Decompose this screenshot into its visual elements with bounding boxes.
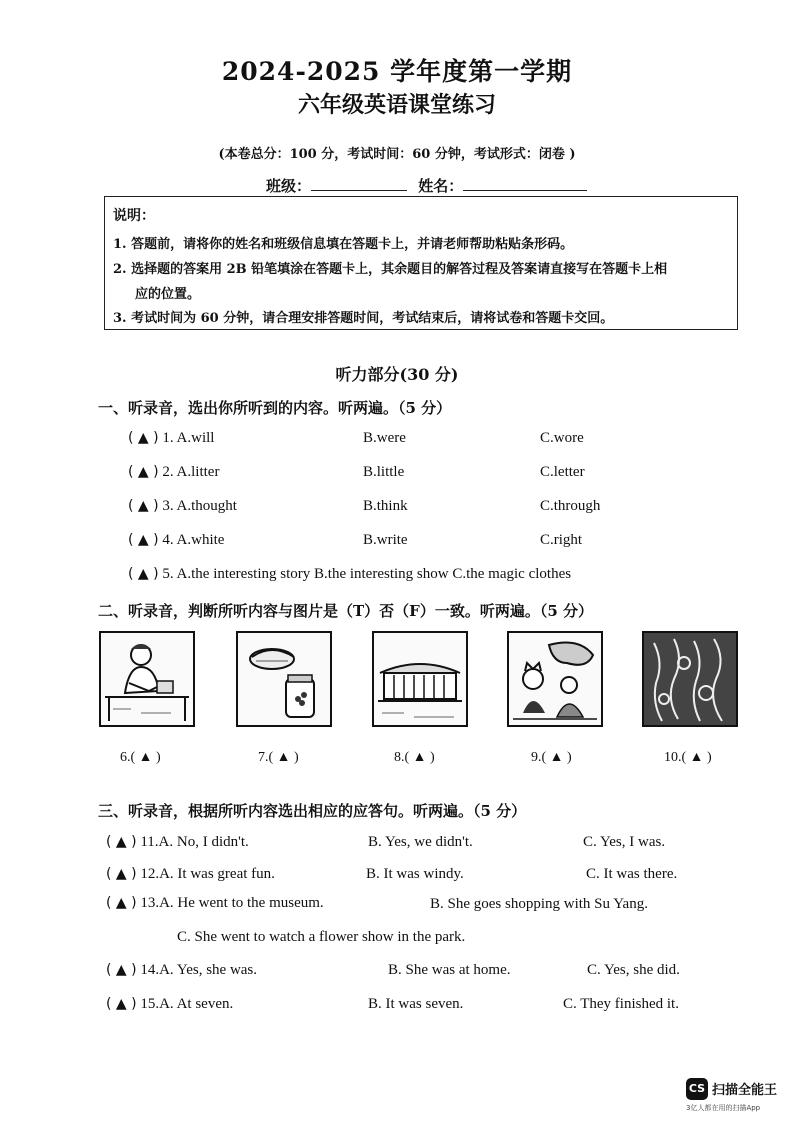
answer-blank-10[interactable]: 10.( ▲ ) <box>664 750 712 765</box>
answer-blank-6[interactable]: 6.( ▲ ) <box>120 750 161 765</box>
watermark-name: 扫描全能王 <box>712 1083 778 1098</box>
option-a: A.the interesting story <box>176 566 311 582</box>
question-row <box>128 498 237 515</box>
option-c: C.letter <box>540 464 585 480</box>
question-row <box>128 532 224 549</box>
class-field[interactable] <box>311 176 407 191</box>
answer-blank[interactable]: ( ▲ ) <box>106 996 137 1012</box>
watermark-tagline: 3亿人都在用的扫描App <box>686 1104 761 1112</box>
question-number: 13. <box>140 895 160 911</box>
question-number: 15. <box>140 996 160 1012</box>
option-b: B.were <box>363 430 406 446</box>
option-b: B. She goes shopping with Su Yang. <box>430 896 648 912</box>
picture-carved-wall <box>642 631 738 727</box>
section1-title: 一、听录音，选出你所听到的内容。听两遍。（5 分） <box>98 399 452 417</box>
option-c: C. It was there. <box>586 866 678 882</box>
option-a: A.will <box>176 430 215 446</box>
option-b: B.write <box>363 532 408 548</box>
question-number: 12. <box>140 866 160 882</box>
answer-blank[interactable]: ( ▲ ) <box>128 464 159 480</box>
option-c: C. Yes, I was. <box>583 834 666 850</box>
question-row <box>106 866 275 883</box>
question-number: 4. <box>162 532 174 548</box>
option-a: A.litter <box>176 464 220 480</box>
answer-blank-8[interactable]: 8.( ▲ ) <box>394 750 435 765</box>
question-row <box>106 834 249 851</box>
exam-subtitle: 六年级英语课堂练习 <box>297 92 496 118</box>
section3-title: 三、听录音，根据所听内容选出相应的应答句。听两遍。（5 分） <box>98 802 527 820</box>
class-label: 班级： <box>266 177 312 195</box>
option-c: C.through <box>540 498 601 514</box>
instruction-item: 3. 考试时间为 60 分钟，请合理安排答题时间，考试结束后，请将试卷和答题卡交回。 <box>113 311 614 326</box>
option-a: A. He went to the museum. <box>159 895 324 911</box>
picture-boy-at-desk <box>99 631 195 727</box>
option-b: B.think <box>363 498 408 514</box>
option-a: A. Yes, she was. <box>159 962 258 978</box>
instructions-box <box>104 196 738 330</box>
question-number: 2. <box>162 464 174 480</box>
student-info-row <box>266 175 587 196</box>
question-number: 3. <box>162 498 174 514</box>
option-c: C. She went to watch a flower show in the park. <box>177 929 466 945</box>
answer-blank-9[interactable]: 9.( ▲ ) <box>531 750 572 765</box>
instructions-heading: 说明： <box>113 208 155 224</box>
answer-blank[interactable]: ( ▲ ) <box>128 566 159 582</box>
option-b: B.little <box>363 464 405 480</box>
question-row <box>128 430 214 447</box>
answer-blank[interactable]: ( ▲ ) <box>106 834 137 850</box>
question-row <box>128 566 571 583</box>
question-number: 11. <box>140 834 159 850</box>
option-b: B. It was windy. <box>366 866 464 882</box>
exam-title: 2024-2025 学年度第一学期 <box>221 57 573 86</box>
question-row <box>106 962 257 979</box>
option-c: C.wore <box>540 430 584 446</box>
exam-info: (本卷总分：100 分，考试时间：60 分钟，考试形式：闭卷 ) <box>218 147 576 162</box>
answer-blank[interactable]: ( ▲ ) <box>106 895 137 911</box>
question-number: 5. <box>162 566 174 582</box>
name-label: 姓名： <box>418 177 464 195</box>
question-number: 1. <box>162 430 174 446</box>
option-a: A. No, I didn't. <box>158 834 249 850</box>
section2-title: 二、听录音，判断所听内容与图片是（T）否（F）一致。听两遍。（5 分） <box>98 602 593 620</box>
question-number: 14. <box>140 962 160 978</box>
option-b: B. She was at home. <box>388 962 511 978</box>
option-a: A.thought <box>176 498 237 514</box>
option-c: C.the magic clothes <box>452 566 572 582</box>
option-b: B. Yes, we didn't. <box>368 834 473 850</box>
listening-part-title: 听力部分(30 分) <box>335 365 459 384</box>
option-a: A.white <box>176 532 225 548</box>
option-a: A. It was great fun. <box>159 866 275 882</box>
answer-blank[interactable]: ( ▲ ) <box>128 430 159 446</box>
option-b: B. It was seven. <box>368 996 464 1012</box>
option-a: A. At seven. <box>159 996 234 1012</box>
answer-blank[interactable]: ( ▲ ) <box>128 532 159 548</box>
picture-building <box>372 631 468 727</box>
option-c: C. Yes, she did. <box>587 962 680 978</box>
answer-blank[interactable]: ( ▲ ) <box>106 866 137 882</box>
question-row <box>106 895 324 912</box>
picture-cat-and-child <box>507 631 603 727</box>
answer-blank-7[interactable]: 7.( ▲ ) <box>258 750 299 765</box>
instruction-item: 应的位置。 <box>135 287 201 302</box>
question-row <box>106 996 233 1013</box>
option-c: C. They finished it. <box>563 996 679 1012</box>
option-b: B.the interesting show <box>314 566 449 582</box>
instruction-item: 1. 答题前，请将你的姓名和班级信息填在答题卡上，并请老师帮助粘贴条形码。 <box>113 237 574 252</box>
camscanner-logo: CS <box>686 1078 708 1100</box>
answer-blank[interactable]: ( ▲ ) <box>106 962 137 978</box>
answer-blank[interactable]: ( ▲ ) <box>128 498 159 514</box>
picture-bread-and-jar <box>236 631 332 727</box>
name-field[interactable] <box>463 176 587 191</box>
question-row <box>128 464 219 481</box>
option-c: C.right <box>540 532 583 548</box>
instruction-item: 2. 选择题的答案用 2B 铅笔填涂在答题卡上，其余题目的解答过程及答案请直接写在答题卡上相 <box>113 262 668 277</box>
